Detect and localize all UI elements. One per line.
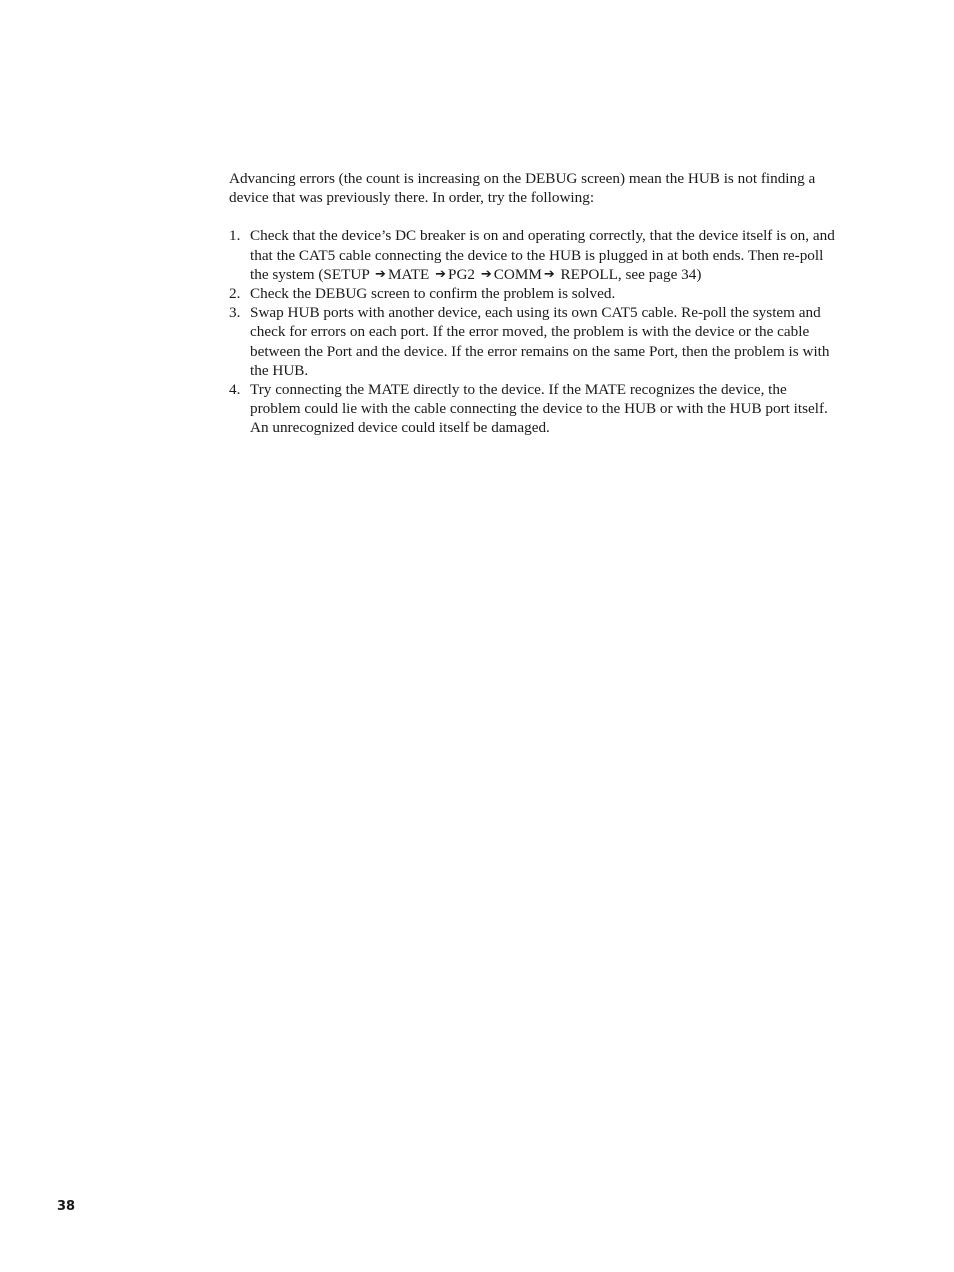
menu-path-item: REPOLL, see page 34): [560, 265, 702, 283]
menu-path-item: COMM: [493, 265, 542, 283]
list-item-number: 1.: [229, 227, 241, 245]
list-item: [229, 303, 841, 380]
right-arrow-icon: ➔: [375, 266, 386, 282]
menu-path-item: MATE: [387, 265, 430, 283]
list-item-number: 2.: [229, 285, 241, 303]
troubleshooting-steps: [229, 226, 841, 437]
list-item-number: 3.: [229, 304, 241, 322]
right-arrow-icon: ➔: [543, 266, 555, 282]
main-content: [229, 169, 841, 438]
list-item: [229, 284, 841, 303]
right-arrow-icon: ➔: [435, 266, 446, 282]
list-item: [229, 226, 841, 284]
intro-paragraph: Advancing errors (the count is increasing on the DEBUG screen) mean the HUB is not finding a device that was previously there. In order, try the following:: [229, 170, 816, 207]
list-item-text: Check that the device’s DC breaker is on and operating correctly, that the device itself is on, and that the CAT5 cable connecting the device to the HUB is plugged in at both ends. Then re-poll the system (SETUP: [250, 227, 835, 283]
list-item: [229, 380, 841, 438]
list-item-text: Swap HUB ports with another device, each using its own CAT5 cable. Re-poll the system and check for errors on each port. If the error moved, the problem is with the device or the cable between the Port and the device. If the error remains on the same Port, then the problem is with the HUB.: [250, 304, 830, 379]
list-item-text: Try connecting the MATE directly to the device. If the MATE recognizes the device, the problem could lie with the cable connecting the device to the HUB or with the HUB port itself. An unrecognized device could itself be damaged.: [250, 381, 828, 437]
right-arrow-icon: ➔: [480, 266, 492, 282]
list-item-number: 4.: [229, 381, 241, 399]
menu-path-item: PG2: [448, 265, 476, 283]
list-item-text: Check the DEBUG screen to confirm the problem is solved.: [250, 285, 616, 303]
page-number: 38: [57, 1199, 76, 1214]
